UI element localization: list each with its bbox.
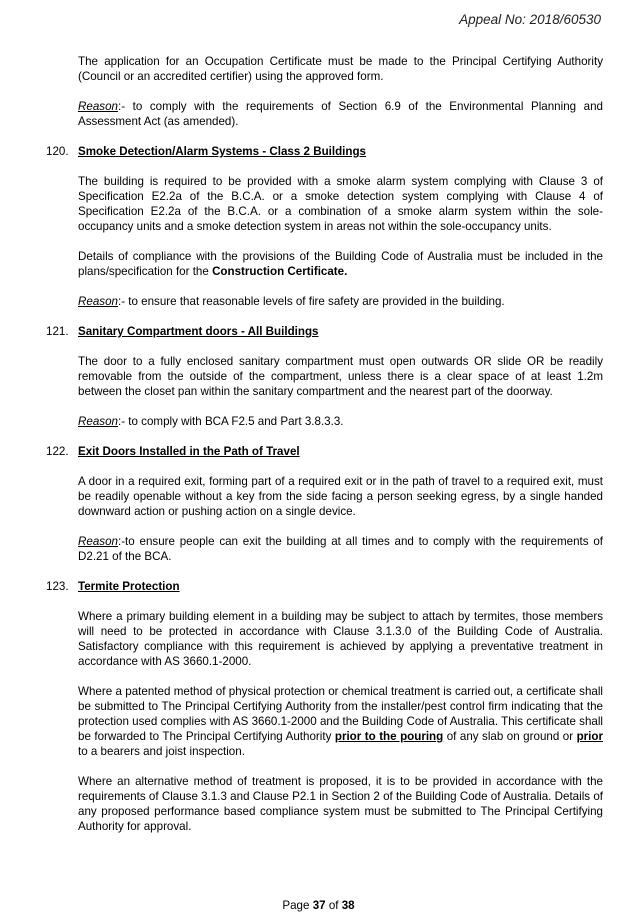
intro-reason: [78, 99, 603, 129]
reason-text: :- to comply with BCA F2.5 and Part 3.8.3.3.: [117, 415, 344, 428]
section-number: 121.: [46, 325, 69, 338]
emphasis-text: Construction Certificate.: [212, 265, 348, 278]
page-of: of: [325, 899, 342, 912]
section-121-reason: [78, 414, 603, 429]
intro-paragraph: The application for an Occupation Certificate must be made to the Principal Certifying Authority (Council or an accredited certifier) using the approved form.: [78, 55, 603, 83]
paragraph-text: to a bearers and joist inspection.: [78, 745, 245, 758]
section-heading-122: [46, 444, 603, 459]
paragraph-text: Where a patented method of physical protection or chemical treatment is carried out, a certificate shall be submitted to The Principal Certifying Authority from the installer/pest control firm indicating that the protection used complies with AS 3660.1-2000 and the Building Code of Australia. This certificate shall be forwarded to The Principal Certifying Authority: [78, 685, 603, 743]
page-number: 37: [312, 899, 326, 912]
section-120-paragraph-1: The building is required to be provided with a smoke alarm system complying with Clause 3 of Specification E2.2a of the B.C.A. or a smoke detection system complying with Clause 4 of Specification E2.2a of the B.C.A. or a combination of a smoke alarm system within the sole-occupancy units and a smoke detection system in areas not within the sole-occupancy units.: [78, 175, 603, 233]
section-number: 120.: [46, 145, 69, 158]
section-120-paragraph-2: [78, 249, 603, 279]
page-footer: [0, 899, 637, 912]
section-123-paragraph-3: Where an alternative method of treatment is proposed, it is to be provided in accordance with the requirements of Clause 3.1.3 and Clause P2.1 in Section 2 of the Building Code of Australia. Details of any proposed performance based compliance system must be submitted to The Principal Certifying Authority for approval.: [78, 775, 603, 833]
section-122-reason: [78, 534, 603, 564]
paragraph-text: of any slab on ground or: [443, 730, 577, 743]
section-122-paragraph-1: A door in a required exit, forming part of a required exit or in the path of travel to a required exit, must be readily openable without a key from the side facing a person seeking egress, by a single handed downward action or pushing action on a single device.: [78, 475, 603, 518]
appeal-number: Appeal No: 2018/60530: [459, 12, 601, 27]
reason-text: :-to ensure people can exit the building at all times and to comply with the requirements of D2.21 of the BCA.: [78, 535, 603, 563]
section-123-paragraph-2: [78, 684, 603, 759]
reason-label: Reason: [78, 100, 118, 113]
section-title: Exit Doors Installed in the Path of Travel: [78, 445, 300, 458]
section-heading-120: [46, 144, 603, 159]
page-total: 38: [341, 899, 355, 912]
section-121-paragraph-1: The door to a fully enclosed sanitary compartment must open outwards OR slide OR be readily removable from the outside of the compartment, unless there is a clear space of at least 1.2m between the closet pan within the sanitary compartment and the nearest part of the doorway.: [78, 355, 603, 398]
reason-text: :- to comply with the requirements of Section 6.9 of the Environmental Planning and Assessment Act (as amended).: [78, 100, 603, 128]
section-title: Smoke Detection/Alarm Systems - Class 2 Buildings: [78, 145, 367, 158]
paragraph-text: Details of compliance with the provisions of the Building Code of Australia must be included in the plans/specification for the: [78, 250, 603, 278]
section-heading-123: [46, 579, 603, 594]
section-title: Sanitary Compartment doors - All Buildings: [78, 325, 319, 338]
section-heading-121: [46, 324, 603, 339]
section-120-reason: [78, 294, 603, 309]
section-number: 123.: [46, 580, 69, 593]
emphasis-text: prior to the pouring: [334, 730, 444, 743]
section-title: Termite Protection: [78, 580, 180, 593]
reason-label: Reason: [78, 295, 118, 308]
emphasis-text: prior: [576, 730, 603, 743]
reason-text: :- to ensure that reasonable levels of fire safety are provided in the building.: [117, 295, 505, 308]
reason-label: Reason: [78, 535, 118, 548]
reason-label: Reason: [78, 415, 118, 428]
document-body: [0, 54, 637, 834]
section-123-paragraph-1: Where a primary building element in a building may be subject to attach by termites, those members will need to be protected in accordance with Clause 3.1.3.0 of the Building Code of Australia. Satisfactory compliance with this requirement is achieved by applying a preventative treatment in accordance with AS 3660.1-2000.: [78, 610, 603, 668]
page-prefix: Page: [282, 899, 313, 912]
section-number: 122.: [46, 445, 69, 458]
